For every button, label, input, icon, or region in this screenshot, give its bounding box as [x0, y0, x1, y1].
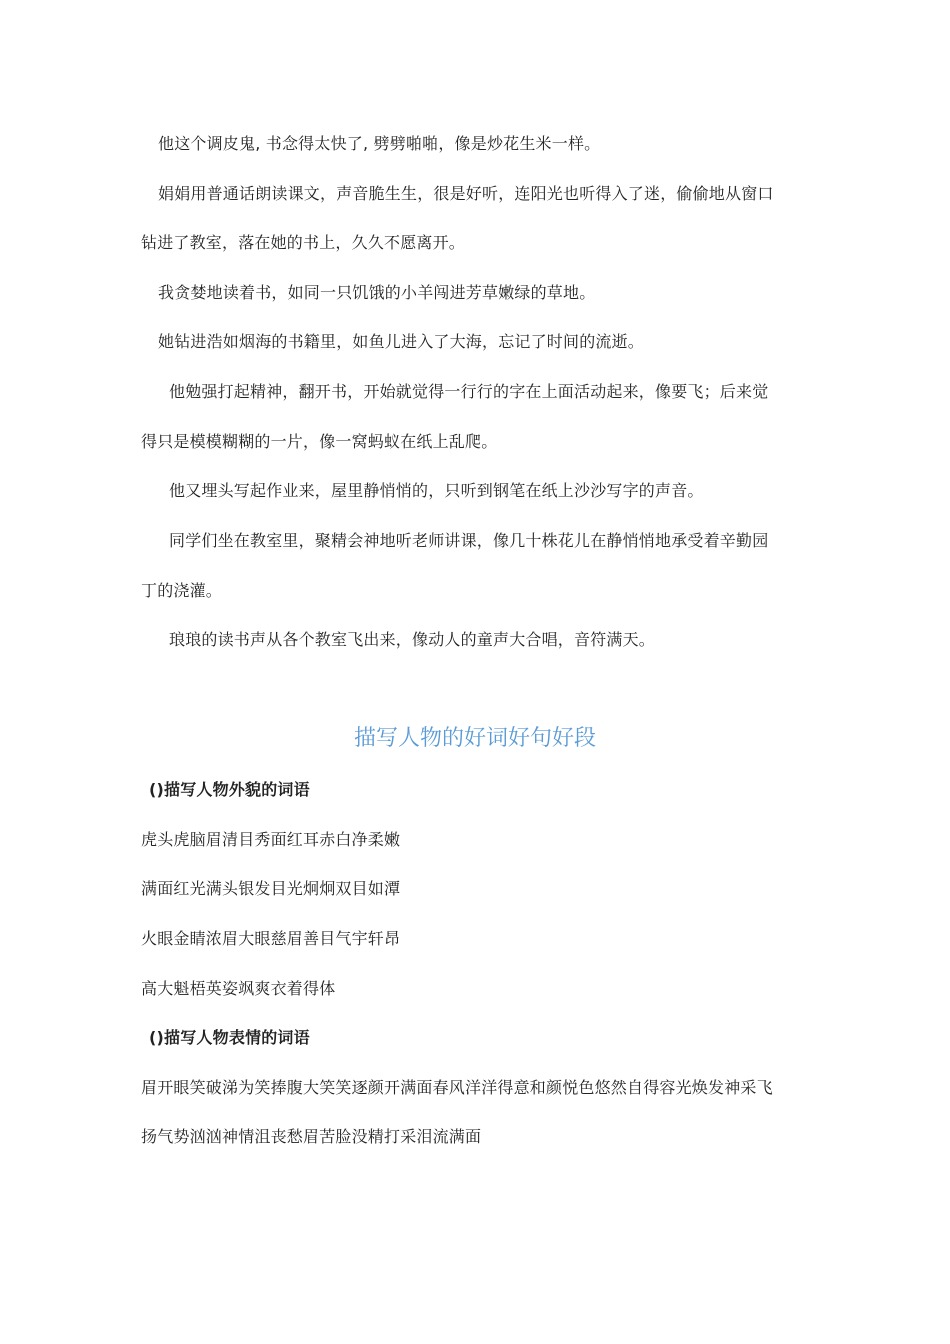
paragraph-5-line-2: 得只是模模糊糊的一片，像一窝蚂蚁在纸上乱爬。 — [141, 432, 498, 451]
paragraph-2-line-2: 钻进了教室，落在她的书上，久久不愿离开。 — [141, 233, 466, 252]
paragraph-7-line-2: 丁的浇灌。 — [141, 581, 223, 600]
paragraph-1: 他这个调皮鬼, 书念得太快了, 劈劈啪啪，像是炒花生米一样。 — [158, 134, 601, 153]
paragraph-6: 他又埋头写起作业来，屋里静悄悄的，只听到钢笔在纸上沙沙写字的声音。 — [169, 481, 704, 500]
section-title: 描写人物的好词好句好段 — [353, 726, 596, 751]
appearance-line-3: 火眼金睛浓眉大眼慈眉善目气宇轩昂 — [141, 929, 401, 948]
appearance-heading: ()描写人物外貌的词语 — [149, 780, 310, 799]
paragraph-3: 我贪婪地读着书，如同一只饥饿的小羊闯进芳草嫩绿的草地。 — [158, 283, 596, 302]
paragraph-4: 她钻进浩如烟海的书籍里，如鱼儿进入了大海，忘记了时间的流逝。 — [158, 332, 645, 351]
appearance-line-1: 虎头虎脑眉清目秀面红耳赤白净柔嫩 — [141, 830, 401, 849]
expression-line-1: 眉开眼笑破涕为笑捧腹大笑笑逐颜开满面春风洋洋得意和颜悦色悠然自得容光焕发神采飞 — [141, 1078, 773, 1097]
expression-line-2: 扬气势汹汹神情沮丧愁眉苦脸没精打采泪流满面 — [141, 1127, 482, 1146]
paragraph-7-line-1: 同学们坐在教室里，聚精会神地听老师讲课，像几十株花儿在静悄悄地承受着辛勤园 — [169, 531, 769, 550]
paragraph-5-line-1: 他勉强打起精神，翻开书，开始就觉得一行行的字在上面活动起来，像要飞；后来觉 — [169, 382, 769, 401]
paragraph-8: 琅琅的读书声从各个教室飞出来，像动人的童声大合唱，音符满天。 — [169, 630, 656, 649]
expression-heading: ()描写人物表情的词语 — [149, 1028, 310, 1047]
appearance-line-4: 高大魁梧英姿飒爽衣着得体 — [141, 979, 336, 998]
paragraph-2-line-1: 娟娟用普通话朗读课文，声音脆生生，很是好听，连阳光也听得入了迷，偷偷地从窗口 — [158, 184, 774, 203]
appearance-line-2: 满面红光满头银发目光炯炯双目如潭 — [141, 879, 401, 898]
